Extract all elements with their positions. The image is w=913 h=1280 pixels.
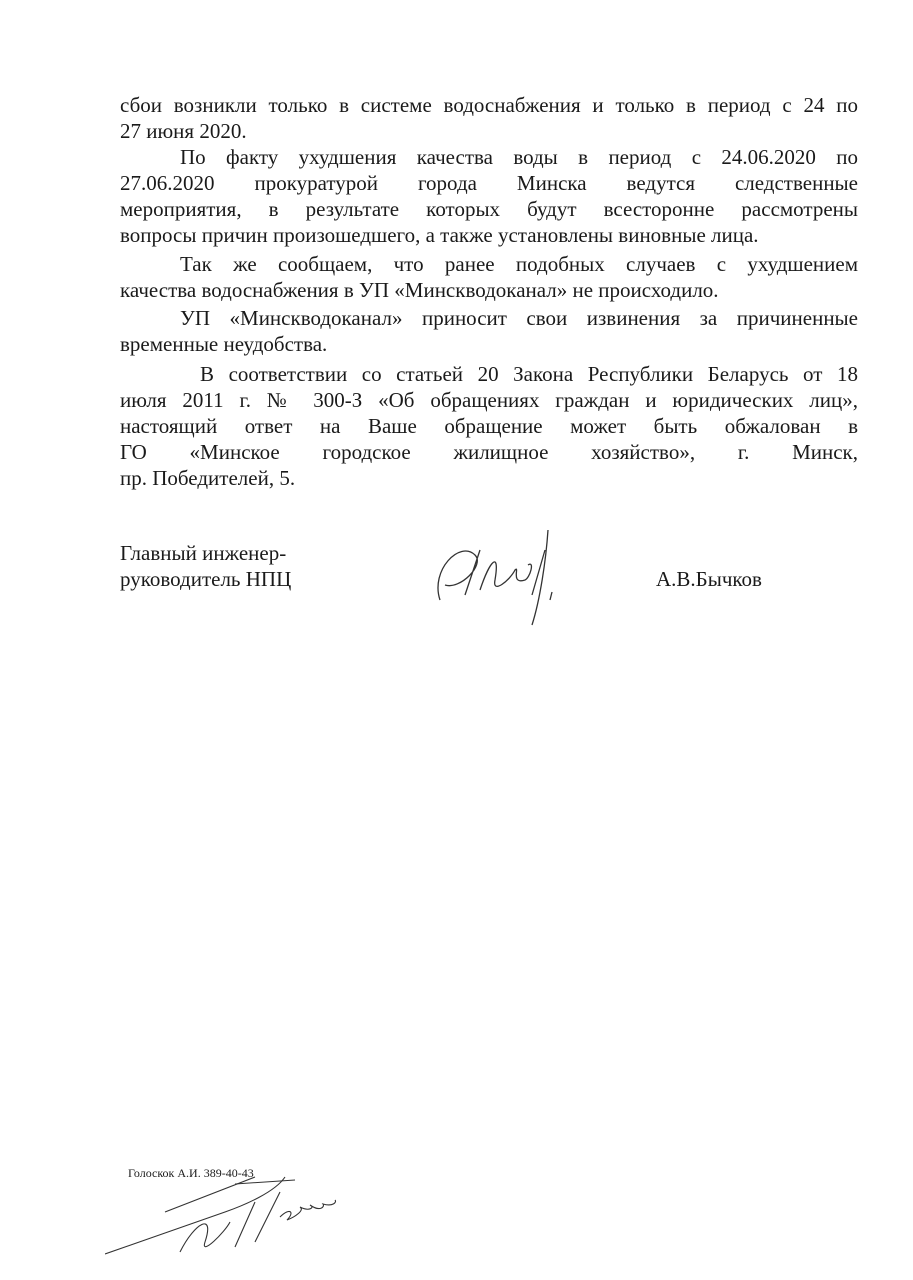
signatory-position-line1: Главный инженер- bbox=[120, 541, 287, 565]
text-line: июля 2011 г. № 300-З «Об обращениях граждан и юридических лиц», bbox=[120, 388, 858, 412]
text-line: пр. Победителей, 5. bbox=[120, 466, 296, 490]
text-line: 27.06.2020 прокуратурой города Минска ведутся следственные bbox=[120, 171, 858, 195]
signatory-name: А.В.Бычков bbox=[656, 567, 762, 591]
text-line: настоящий ответ на Ваше обращение может быть обжалован в bbox=[120, 414, 858, 438]
text-line: мероприятия, в результате которых будут всесторонне рассмотрены bbox=[120, 197, 858, 221]
text-line: В соответствии со статьей 20 Закона Республики Беларусь от 18 bbox=[200, 362, 858, 386]
handwritten-signature bbox=[420, 510, 570, 630]
text-line: качества водоснабжения в УП «Минскводоканал» не происходило. bbox=[120, 278, 719, 302]
text-line: ГО «Минское городское жилищное хозяйство», г. Минск, bbox=[120, 440, 858, 464]
text-line: временные неудобства. bbox=[120, 332, 328, 356]
text-line: УП «Минскводоканал» приносит свои извинения за причиненные bbox=[180, 306, 858, 330]
text-line: Так же сообщаем, что ранее подобных случаев с ухудшением bbox=[180, 252, 858, 276]
executor-signature bbox=[105, 1172, 365, 1262]
text-line: сбои возникли только в системе водоснабжения и только в период с 24 по bbox=[120, 93, 858, 117]
executor-contact: Голоскок А.И. 389-40-43 bbox=[128, 1166, 254, 1180]
signatory-position-line2: руководитель НПЦ bbox=[120, 567, 292, 591]
text-line: По факту ухудшения качества воды в период с 24.06.2020 по bbox=[180, 145, 858, 169]
text-line: вопросы причин произошедшего, а также установлены виновные лица. bbox=[120, 223, 759, 247]
text-line: 27 июня 2020. bbox=[120, 119, 247, 143]
